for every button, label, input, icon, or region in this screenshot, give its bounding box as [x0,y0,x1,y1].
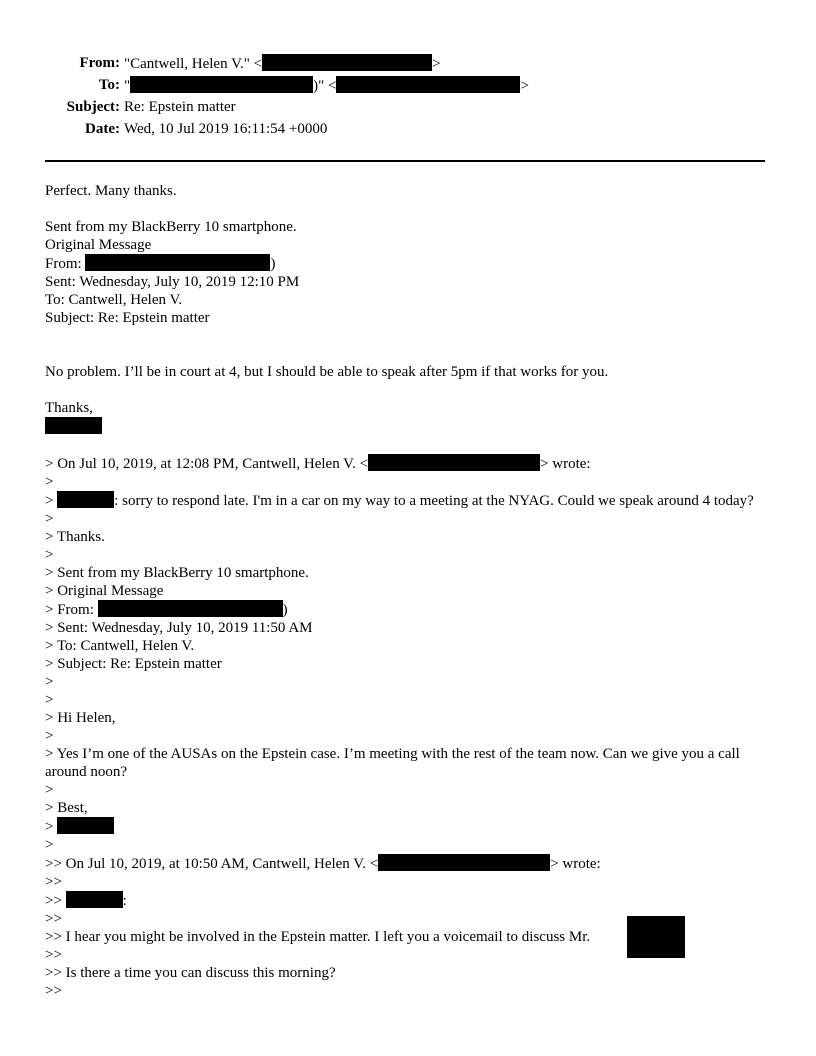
text: ) [270,256,276,272]
body-line: Sent from my BlackBerry 10 smartphone. [45,219,297,235]
email-header [0,54,816,142]
redaction-box [627,916,685,958]
from-value [124,54,441,73]
signature-line [45,417,770,436]
redaction-box [378,854,550,871]
redaction-box [66,891,123,908]
text: >> [45,893,66,909]
quoted-line: > Original Message [45,583,164,599]
quoted-line: > [45,782,54,798]
quoted-line [45,600,770,619]
subject-value: Re: Epstein matter [124,99,236,115]
quoted-line: >> [45,874,62,890]
redaction-box [57,817,114,834]
text: >> I hear you might be involved in the Epstein matter. I left you a voicemail to discuss Mr. [45,929,591,945]
redaction-box [130,76,313,93]
to-label: To: [98,77,120,93]
quoted-line: > [45,474,54,490]
redaction-box [57,491,114,508]
email-body [45,182,770,1000]
quoted-line [45,854,770,873]
blank-line [45,327,770,345]
quoted-line: > [45,728,54,744]
date-row [0,120,816,142]
quoted-line: > Sent from my BlackBerry 10 smartphone. [45,565,309,581]
quoted-line: > Best, [45,800,88,816]
quoted-line [45,454,770,473]
redaction-box [45,417,102,434]
quoted-line: > [45,692,54,708]
redaction-box [85,254,270,271]
quoted-line: > Sent: Wednesday, July 10, 2019 11:50 AM [45,620,313,636]
subject-label: Subject: [66,99,120,115]
from-name: "Cantwell, Helen V." < [124,56,263,72]
quoted-line: >> [45,947,62,963]
redaction-box [98,600,283,617]
to-mid: )" < [313,78,337,94]
body-line [45,254,770,273]
body-line: Subject: Re: Epstein matter [45,310,210,326]
date-value: Wed, 10 Jul 2019 16:11:54 +0000 [124,121,328,137]
quoted-line [45,817,770,836]
blank-line [45,436,770,454]
text: > wrote: [550,856,601,872]
date-label: Date: [85,121,120,137]
text: > On Jul 10, 2019, at 12:08 PM, Cantwell, Helen V. < [45,456,369,472]
from-row [0,54,816,76]
quoted-line: > [45,674,54,690]
text: ) [282,602,288,618]
quoted-line: > Yes I’m one of the AUSAs on the Epstein case. I’m meeting with the rest of the team now. Can we give you a call around noon? [45,746,740,780]
text: > [45,819,58,835]
quoted-line [45,891,770,910]
quoted-line [45,491,770,510]
to-row [0,76,816,98]
quoted-line: > Subject: Re: Epstein matter [45,656,222,672]
redaction-box [262,54,432,71]
quoted-line: > Thanks. [45,529,105,545]
body-line: Perfect. Many thanks. [45,183,177,199]
blank-line [45,200,770,218]
header-divider [45,160,765,162]
body-line: Original Message [45,237,152,253]
quoted-line: >> [45,983,62,999]
text: : sorry to respond late. I'm in a car on my way to a meeting at the NYAG. Could we speak around 4 today? [114,493,754,509]
quoted-line: >> [45,911,62,927]
text: >> On Jul 10, 2019, at 10:50 AM, Cantwell, Helen V. < [45,856,379,872]
text: From: [45,256,86,272]
text: : [122,893,127,909]
subject-row [0,98,816,120]
body-line: Sent: Wednesday, July 10, 2019 12:10 PM [45,274,300,290]
to-value [124,76,529,95]
quoted-line: >> Is there a time you can discuss this morning? [45,965,336,981]
quoted-line: > [45,511,54,527]
to-close: > [520,78,529,94]
redaction-box [336,76,520,93]
from-label: From: [79,55,120,71]
from-close: > [432,56,441,72]
text: > [45,493,58,509]
quoted-line: > Hi Helen, [45,710,116,726]
quoted-line: > [45,547,54,563]
quoted-line: > To: Cantwell, Helen V. [45,638,195,654]
text: > From: [45,602,98,618]
to-open: " [124,78,131,94]
text: > wrote: [540,456,591,472]
body-line: No problem. I’ll be in court at 4, but I should be able to speak after 5pm if that works for you. [45,364,609,380]
blank-line [45,345,770,363]
body-line: Thanks, [45,400,93,416]
redaction-box [368,454,540,471]
quoted-line [45,928,770,946]
blank-line [45,381,770,399]
quoted-line: > [45,837,54,853]
body-line: To: Cantwell, Helen V. [45,292,183,308]
